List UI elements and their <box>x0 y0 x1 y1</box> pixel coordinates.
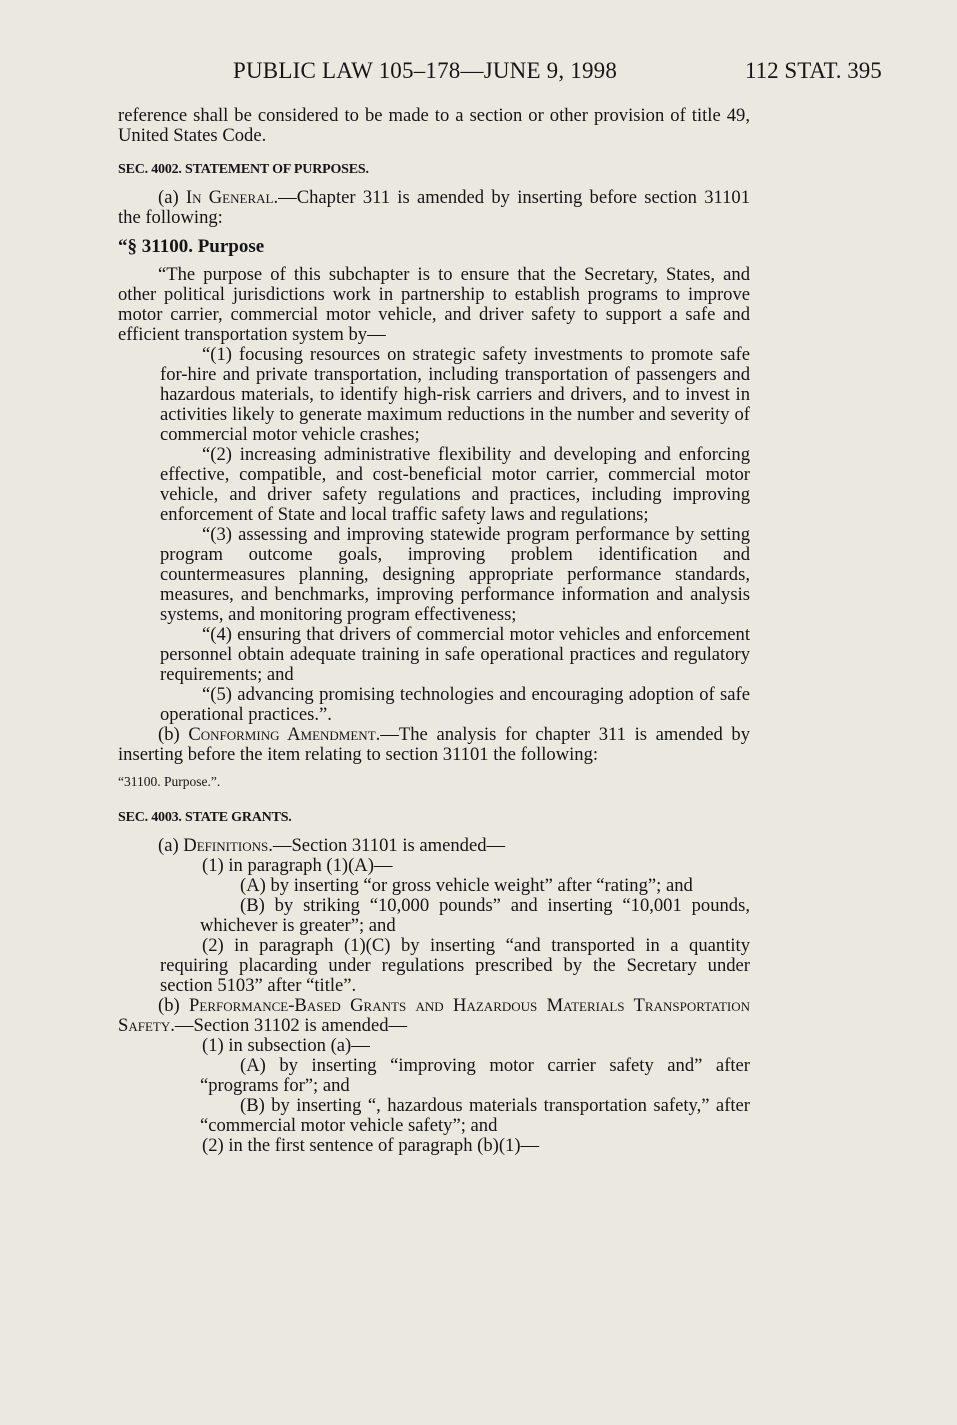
purpose-item-1: “(1) focusing resources on strategic safety investments to promote safe for-hire and private transportation, including transportation of passengers and hazardous materials, to identify high-risk carriers and drivers, and to invest in activities likely to generate maximum reductions in the number and severity of commercial motor vehicle crashes; <box>160 344 750 445</box>
subsection-heading: Definitions. <box>183 835 273 856</box>
subsection-text: —Section 31102 is amended— <box>174 1015 408 1036</box>
subsection-text: —Chapter 311 is amended by inserting before section 31101 the following: <box>118 187 750 228</box>
subsection-heading: Performance-Based Grants and Hazardous Materials Transportation Safety. <box>118 995 750 1036</box>
purpose-paragraph: “The purpose of this subchapter is to ensure that the Secretary, States, and other political jurisdictions work in partnership to establish programs to improve motor carrier, commercial motor vehicle, and driver safety to support a safe and efficient transportation system by— <box>118 264 750 345</box>
subsection-a-general <box>118 188 750 228</box>
performance-subparagraph-1A: (A) by inserting “improving motor carrier safety and” after “programs for”; and <box>200 1055 750 1096</box>
purpose-item-2: “(2) increasing administrative flexibility and developing and enforcing effective, compatible, and cost-beneficial motor carrier, commercial motor vehicle, and driver safety regulations and practices, including improving enforcement of State and local traffic safety laws and regulations; <box>160 444 750 525</box>
performance-subparagraph-1B: (B) by inserting “, hazardous materials transportation safety,” after “commercial motor vehicle safety”; and <box>200 1095 750 1136</box>
subsection-text: —Section 31101 is amended— <box>272 835 506 856</box>
subsection-label: (a) <box>158 187 186 208</box>
subsection-text: —The analysis for chapter 311 is amended by inserting before the item relating to section 31101 the following: <box>118 724 750 765</box>
subsection-a-definitions <box>118 836 750 856</box>
purpose-item-5: “(5) advancing promising technologies and encouraging adoption of safe operational practices.”. <box>160 684 750 725</box>
performance-paragraph-2: (2) in the first sentence of paragraph (b)(1)— <box>202 1135 540 1156</box>
document-body <box>118 106 750 1156</box>
purpose-item-3: “(3) assessing and improving statewide program performance by setting program outcome goals, improving problem identification and countermeasures planning, designing appropriate performance standards, measures, and benchmarks, improving performance information and analysis systems, and monitoring program effectiveness; <box>160 524 750 625</box>
subsection-heading: Conforming Amendment. <box>188 724 381 745</box>
subsection-b-performance <box>118 996 750 1036</box>
intro-paragraph: reference shall be considered to be made to a section or other provision of title 49, United States Code. <box>118 105 750 146</box>
statute-page-number: 112 STAT. 395 <box>745 58 882 83</box>
subsection-b-conforming <box>118 725 750 765</box>
definitions-subparagraph-1B: (B) by striking “10,000 pounds” and inserting “10,001 pounds, whichever is greater”; and <box>200 895 750 936</box>
subsection-heading: In General. <box>185 187 279 208</box>
definitions-subparagraph-1A: (A) by inserting “or gross vehicle weight” after “rating”; and <box>240 875 693 896</box>
section-4003-heading: SEC. 4003. STATE GRANTS. <box>118 810 292 825</box>
subsection-label: (a) <box>158 835 184 856</box>
table-of-sections-entry: “31100. Purpose.”. <box>118 774 221 789</box>
definitions-paragraph-2: (2) in paragraph (1)(C) by inserting “and transported in a quantity requiring placarding under regulations prescribed by the Secretary under section 5103” after “title”. <box>160 935 750 996</box>
subsection-label: (b) <box>158 724 189 745</box>
definitions-paragraph-1: (1) in paragraph (1)(A)— <box>202 855 393 876</box>
performance-paragraph-1: (1) in subsection (a)— <box>202 1035 370 1056</box>
subsection-label: (b) <box>158 995 190 1016</box>
section-31100-title: “§ 31100. Purpose <box>118 236 265 257</box>
purpose-item-4: “(4) ensuring that drivers of commercial motor vehicles and enforcement personnel obtain adequate training in safe operational practices and regulatory requirements; and <box>160 624 750 685</box>
section-4002-heading: SEC. 4002. STATEMENT OF PURPOSES. <box>118 162 369 177</box>
running-header-title: PUBLIC LAW 105–178—JUNE 9, 1998 <box>233 58 618 83</box>
